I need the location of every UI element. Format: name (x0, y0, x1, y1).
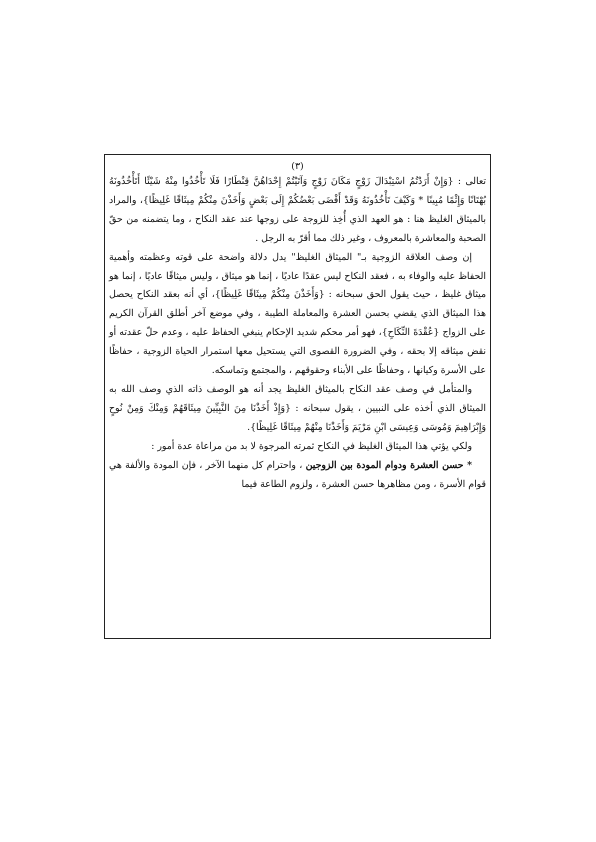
paragraph-prophets-covenant: والمتأمل في وصف عقد النكاح بالميثاق الغليظ يجد أنه هو الوصف ذاته الذي وصف الله به الميثاق الذي أخذه على النبيين ، يقول سبحانه : {وَإِذْ أَخَذْنَا مِنَ النَّبِيِّينَ مِيثَاقَهُمْ وَمِنْكَ وَمِنْ نُوحٍ وَإِبْرَاهِيمَ وَمُوسَى وَعِيسَى ابْنِ مَرْيَمَ وَأَخَذْنَا مِنْهُمْ مِيثَاقًا غَلِيظًا}. (109, 383, 486, 433)
paragraph-strong-covenant: إن وصف العلاقة الزوجية بـ" الميثاق الغليظ" يدل دلالة واضحة على قوته وعظمته وأهمية الحفاظ عليه والوفاء به ، فعقد النكاح ليس عقدًا عاديًا ، إنما هو ميثاق ، وليس ميثاقًا عاديًا ، إنما هو ميثاق غليظ ، حيث يقول الحق سبحانه : {وَأَخَذْنَ مِنْكُمْ مِيثَاقًا غَلِيظًا}، أي أنه بعقد النكاح يحصل هذا الميثاق الذي يقضي بحسن العشرة والمعاملة الطيبة ، وفي موضع آخر أطلق القرآن الكريم على الزواج {عُقْدَةَ النِّكَاحِ}، فهو أمر محكم شديد الإحكام ينبغي الحفاظ عليه ، وعدم حلّ عقدته أو نقض ميثاقه إلا بحقه ، وفي الضرورة القصوى التي يستحيل معها استمرار الحياة الزوجية ، حفاظًا على الأسرة وكيانها ، وحفاظًا على الأبناء وحقوقهم ، والمجتمع وتماسكه. (109, 251, 486, 377)
point-text: ، واحترام كل منهما الآخر ، فإن المودة والألفة هي قوام الأسرة ، ومن مظاهرها حسن العشرة ، ولزوم الطاعة فيما (109, 459, 486, 490)
point-good-companionship (109, 457, 486, 495)
point-heading: حسن العشرة ودوام المودة بين الزوجين (305, 459, 464, 471)
paragraph-verse-explanation: تعالى : {وَإِنْ أَرَدْتُمُ اسْتِبْدَالَ زَوْجٍ مَكَانَ زَوْجٍ وَآتَيْتُمْ إِحْدَاهُنَّ قِنْطَارًا فَلَا تَأْخُذُوا مِنْهُ شَيْئًا أَتَأْخُذُونَهُ بُهْتَانًا وَإِثْمًا مُبِينًا * وَكَيْفَ تَأْخُذُونَهُ وَقَدْ أَفْضَى بَعْضُكُمْ إِلَى بَعْضٍ وَأَخَذْنَ مِنْكُمْ مِيثَاقًا غَلِيظًا}، والمراد بالميثاق الغليظ هنا : هو العهد الذي أُخِذ للزوجة على زوجها عند عقد النكاح ، وما يتضمنه من حقّ الصحبة والمعاشرة بالمعروف ، وغير ذلك مما أقرّ به الرجل . (109, 176, 486, 244)
paragraph-conditions-intro: ولكي يؤتي هذا الميثاق الغليظ في النكاح ثمرته المرجوة لا بد من مراعاة عدة أمور : (151, 440, 472, 452)
page-number: (٣) (291, 161, 304, 172)
point-bullet: * (463, 459, 472, 471)
page-content (109, 160, 486, 494)
